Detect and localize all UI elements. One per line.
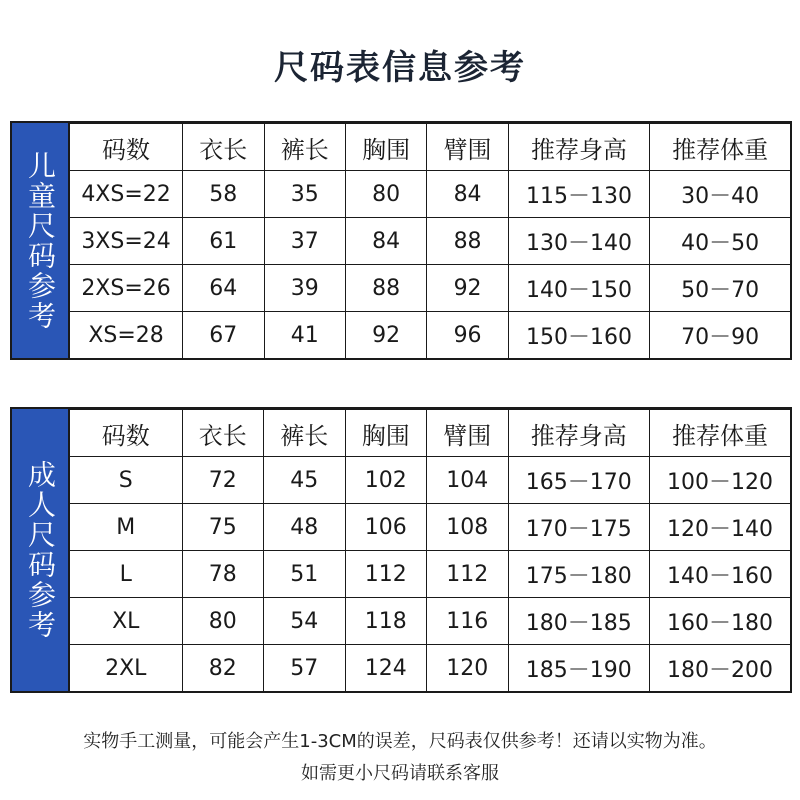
adult-size-table <box>10 407 792 693</box>
table-cell: 112 <box>345 551 427 598</box>
table-cell: 35 <box>264 171 345 218</box>
table-cell: 92 <box>345 312 426 359</box>
table-cell: 37 <box>264 218 345 265</box>
contact-note: 如需更小尺码请联系客服 <box>301 763 499 784</box>
table-cell: 165－170 <box>508 457 649 504</box>
table-cell: 130－140 <box>508 218 649 265</box>
table-cell: 140－150 <box>508 265 649 312</box>
table-cell: 108 <box>427 504 509 551</box>
column-header: 推荐身高 <box>508 124 649 171</box>
table-cell: 80 <box>182 598 264 645</box>
table-cell: 102 <box>345 457 427 504</box>
table-cell: 4XS=22 <box>70 171 183 218</box>
header-row <box>70 410 790 457</box>
table-cell: 48 <box>264 504 346 551</box>
table-cell: 80 <box>345 171 426 218</box>
table-cell: 82 <box>182 645 264 692</box>
column-header: 推荐体重 <box>650 124 790 171</box>
table-cell: 106 <box>345 504 427 551</box>
column-header: 臂围 <box>427 410 509 457</box>
table-cell: 104 <box>427 457 509 504</box>
table-cell: 61 <box>183 218 264 265</box>
table-row <box>70 218 790 265</box>
kids-side-label: 儿童尺码参考 <box>12 123 70 358</box>
table-cell: 2XL <box>70 645 182 692</box>
table-cell: 70－90 <box>650 312 790 359</box>
table-cell: 120－140 <box>649 504 790 551</box>
table-cell: 160－180 <box>649 598 790 645</box>
adult-table-grid <box>70 409 790 691</box>
table-cell: 175－180 <box>508 551 649 598</box>
table-cell: 45 <box>264 457 346 504</box>
table-cell: S <box>70 457 182 504</box>
table-cell: 84 <box>427 171 508 218</box>
table-cell: 100－120 <box>649 457 790 504</box>
table-cell: 88 <box>427 218 508 265</box>
table-cell: XL <box>70 598 182 645</box>
kids-table-grid <box>70 123 790 358</box>
table-row <box>70 171 790 218</box>
table-cell: 2XS=26 <box>70 265 183 312</box>
table-row <box>70 598 790 645</box>
column-header: 胸围 <box>345 410 427 457</box>
table-cell: 78 <box>182 551 264 598</box>
table-cell: 185－190 <box>508 645 649 692</box>
table-cell: 140－160 <box>649 551 790 598</box>
table-cell: 96 <box>427 312 508 359</box>
table-cell: 180－185 <box>508 598 649 645</box>
column-header: 裤长 <box>264 410 346 457</box>
table-cell: M <box>70 504 182 551</box>
column-header: 胸围 <box>345 124 426 171</box>
adult-side-label: 成人尺码参考 <box>12 409 70 691</box>
table-cell: 54 <box>264 598 346 645</box>
table-cell: 72 <box>182 457 264 504</box>
column-header: 推荐身高 <box>508 410 649 457</box>
table-cell: 67 <box>183 312 264 359</box>
table-cell: 40－50 <box>650 218 790 265</box>
table-cell: 124 <box>345 645 427 692</box>
table-cell: XS=28 <box>70 312 183 359</box>
table-cell: 112 <box>427 551 509 598</box>
table-row <box>70 265 790 312</box>
table-cell: 92 <box>427 265 508 312</box>
table-cell: 170－175 <box>508 504 649 551</box>
table-row <box>70 312 790 359</box>
table-cell: 58 <box>183 171 264 218</box>
table-row <box>70 551 790 598</box>
table-cell: 51 <box>264 551 346 598</box>
table-row <box>70 504 790 551</box>
table-cell: 150－160 <box>508 312 649 359</box>
table-cell: 64 <box>183 265 264 312</box>
table-row <box>70 645 790 692</box>
column-header: 推荐体重 <box>649 410 790 457</box>
table-cell: 39 <box>264 265 345 312</box>
table-cell: 118 <box>345 598 427 645</box>
kids-size-table <box>10 121 792 360</box>
table-cell: L <box>70 551 182 598</box>
disclaimer-note: 实物手工测量，可能会产生1-3CM的误差，尺码表仅供参考！还请以实物为准。 <box>83 731 717 752</box>
table-cell: 41 <box>264 312 345 359</box>
column-header: 码数 <box>70 410 182 457</box>
column-header: 码数 <box>70 124 183 171</box>
table-cell: 30－40 <box>650 171 790 218</box>
table-cell: 116 <box>427 598 509 645</box>
column-header: 臂围 <box>427 124 508 171</box>
column-header: 裤长 <box>264 124 345 171</box>
table-row <box>70 457 790 504</box>
table-cell: 180－200 <box>649 645 790 692</box>
header-row <box>70 124 790 171</box>
table-cell: 115－130 <box>508 171 649 218</box>
column-header: 衣长 <box>182 410 264 457</box>
table-cell: 88 <box>345 265 426 312</box>
table-cell: 3XS=24 <box>70 218 183 265</box>
column-header: 衣长 <box>183 124 264 171</box>
table-cell: 50－70 <box>650 265 790 312</box>
table-cell: 120 <box>427 645 509 692</box>
table-cell: 84 <box>345 218 426 265</box>
table-cell: 75 <box>182 504 264 551</box>
page-title: 尺码表信息参考 <box>274 48 526 88</box>
table-cell: 57 <box>264 645 346 692</box>
